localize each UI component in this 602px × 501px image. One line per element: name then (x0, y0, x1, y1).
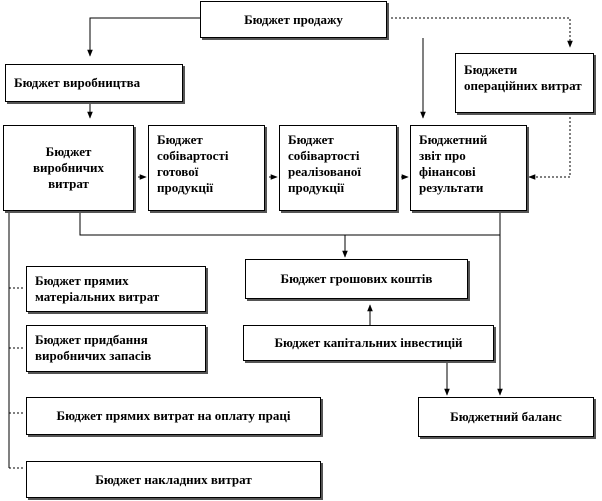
box-finished-goods-cost-budget (148, 125, 265, 211)
connector-sales-operating (387, 18, 570, 47)
finished-goods-line-1: Бюджет (157, 132, 203, 147)
income-statement-line-4: результати (419, 180, 484, 195)
box-income-statement-budget (410, 125, 527, 211)
purchases-line-1: Бюджет придбання (35, 332, 148, 347)
box-overhead-budget: Бюджет накладних витрат (26, 461, 321, 498)
connector-collector (80, 210, 500, 235)
box-production-costs-budget (3, 125, 134, 211)
sold-goods-line-1: Бюджет (288, 132, 334, 147)
purchases-line-2: виробничих запасів (35, 348, 152, 363)
box-sold-goods-cost-budget (279, 125, 397, 211)
production-costs-line-2: виробничих (32, 160, 105, 175)
sold-goods-line-2: собівартості (288, 148, 360, 163)
box-direct-materials-budget (26, 266, 206, 312)
sold-goods-line-4: продукції (288, 180, 345, 195)
income-statement-line-2: звіт про (419, 148, 466, 163)
box-operating-budgets: Бюджети операційних витрат (455, 53, 594, 113)
direct-materials-line-1: Бюджет прямих (35, 273, 129, 288)
sold-goods-line-3: реалізованої (288, 164, 361, 179)
box-capital-investment-budget: Бюджет капітальних інвестицій (243, 325, 494, 361)
finished-goods-line-4: продукції (157, 180, 214, 195)
income-statement-line-1: Бюджетний (419, 132, 488, 147)
income-statement-line-3: фінансові (419, 164, 476, 179)
box-cash-budget: Бюджет грошових коштів (245, 259, 468, 299)
direct-materials-line-2: матеріальних витрат (35, 289, 160, 304)
production-costs-line-3: витрат (48, 176, 89, 191)
box-direct-labor-budget: Бюджет прямих витрат на оплату праці (26, 397, 321, 435)
connector-operating-income (529, 117, 570, 177)
finished-goods-line-3: готової (157, 164, 199, 179)
box-production-budget: Бюджет виробництва (5, 64, 183, 102)
box-sales-budget: Бюджет продажу (200, 1, 387, 38)
finished-goods-line-2: собівартості (157, 148, 229, 163)
production-costs-line-1: Бюджет (45, 144, 92, 159)
box-inventory-purchases-budget (26, 325, 206, 372)
connector-sales-production (90, 18, 200, 56)
box-budget-balance-sheet: Бюджетний баланс (418, 397, 594, 437)
